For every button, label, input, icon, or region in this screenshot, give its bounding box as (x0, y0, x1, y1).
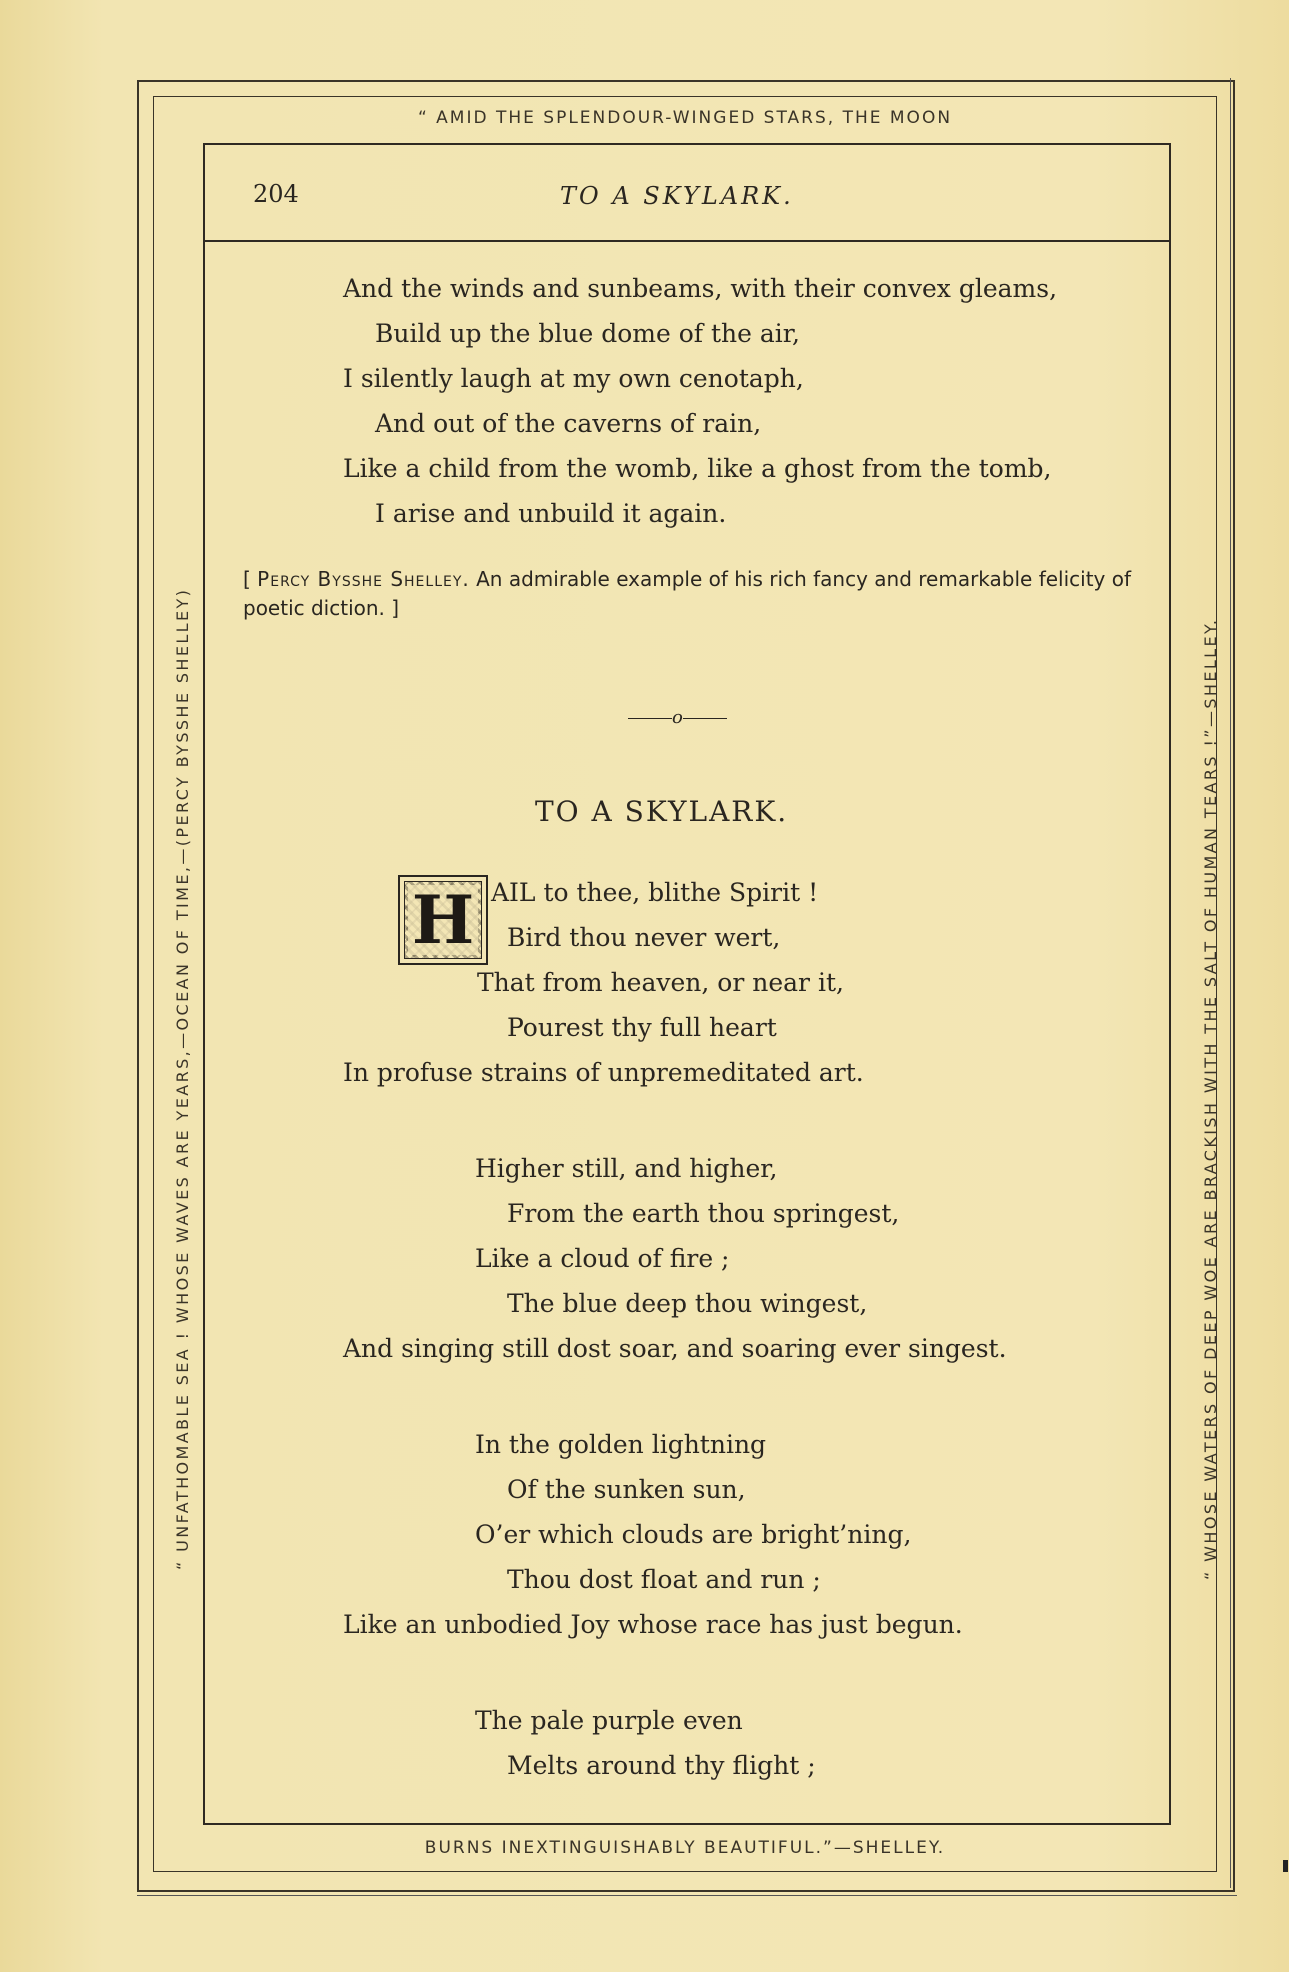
verse-line: Thou dost float and run ; (507, 1565, 821, 1594)
verse-line: Like an unbodied Joy whose race has just begun. (343, 1610, 963, 1639)
verse-line: Melts around thy flight ; (507, 1751, 816, 1780)
divider-ornament: o (672, 707, 683, 728)
note-text: An admirable example of his rich fancy and remarkable felicity of poetic diction. ] (243, 567, 1132, 620)
running-head: TO A SKYLARK. (560, 182, 794, 210)
verse-line: The pale purple even (475, 1706, 743, 1735)
verse-line: In profuse strains of unpremeditated art. (343, 1058, 864, 1087)
border-quote-top: “ AMID THE SPLENDOUR-WINGED STARS, THE MOON (417, 108, 953, 128)
verse-line: O’er which clouds are bright’ning, (475, 1520, 912, 1549)
verse-line: I arise and unbuild it again. (375, 499, 727, 528)
verse-line: Of the sunken sun, (507, 1475, 746, 1504)
verse-line: Build up the blue dome of the air, (375, 319, 800, 348)
border-quote-bottom: BURNS INEXTINGUISHABLY BEAUTIFUL.”—SHELLEY. (424, 1838, 946, 1858)
ink-mark (1283, 1860, 1288, 1872)
stanza-1 (343, 870, 864, 1095)
verse-line: That from heaven, or near it, (477, 968, 844, 997)
border-quote-right: “ WHOSE WATERS OF DEEP WOE ARE BRACKISH WITH THE SALT OF HUMAN TEARS !”—SHELLEY. (1201, 617, 1220, 1580)
stanza-3 (343, 1422, 963, 1647)
page-edge-line (1230, 78, 1231, 1888)
note-open-bracket: [ (243, 567, 258, 591)
verse-line: Like a cloud of fire ; (475, 1244, 730, 1273)
section-divider (628, 707, 727, 728)
verse-line: The blue deep thou wingest, (507, 1289, 868, 1318)
verse-line: In the golden lightning (475, 1430, 767, 1459)
verse-line: I silently laugh at my own cenotaph, (343, 364, 804, 393)
stanza-2 (343, 1146, 1007, 1371)
verse-line: Pourest thy full heart (507, 1013, 777, 1042)
border-quote-left: “ UNFATHOMABLE SEA ! WHOSE WAVES ARE YEARS,—OCEAN OF TIME,—(PERCY BYSSHE SHELLEY) (173, 587, 192, 1570)
editorial-note (243, 565, 1133, 623)
verse-line: From the earth thou springest, (507, 1199, 900, 1228)
header-rule (205, 240, 1169, 242)
verse-line: Higher still, and higher, (475, 1154, 778, 1183)
note-author: Percy Bysshe Shelley. (257, 567, 470, 591)
drop-cap-letter: H (408, 885, 478, 955)
verse-line: Bird thou never wert, (507, 923, 781, 952)
verse-line: Like a child from the womb, like a ghost from the tomb, (343, 454, 1052, 483)
poem-title: TO A SKYLARK. (535, 795, 789, 828)
verse-line: AIL to thee, blithe Spirit ! (491, 878, 819, 907)
stanza-4 (343, 1698, 816, 1788)
verse-line: And singing still dost soar, and soaring ever singest. (343, 1334, 1007, 1363)
page-number: 204 (253, 180, 299, 208)
verse-line: And the winds and sunbeams, with their convex gleams, (343, 274, 1058, 303)
page-bottom-edge-line (137, 1895, 1237, 1896)
verse-line: And out of the caverns of rain, (375, 409, 762, 438)
stanza-continued (343, 266, 1057, 536)
